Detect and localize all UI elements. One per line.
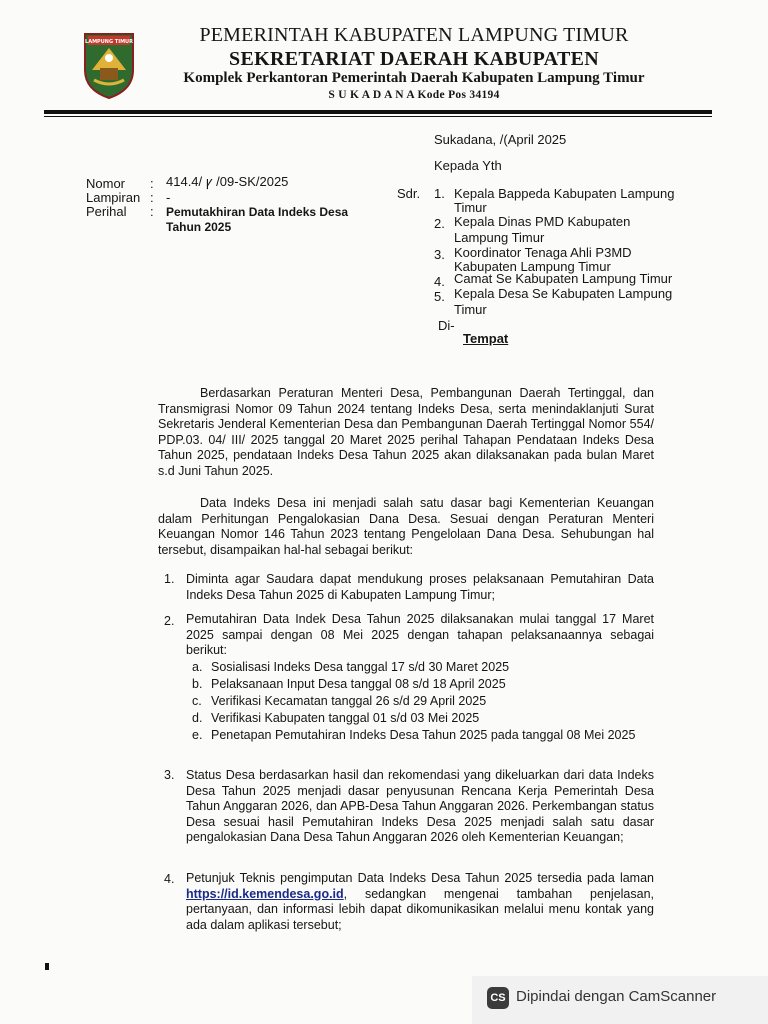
body-paragraph-1 — [158, 386, 654, 480]
recipient-line: Timur — [454, 302, 487, 317]
kabupaten-emblem-logo — [82, 30, 136, 100]
perihal-colon: : — [150, 204, 154, 219]
perihal-label: Perihal — [86, 204, 127, 219]
subitem-text: Verifikasi Kabupaten tanggal 01 s/d 03 Mei 2025 — [211, 711, 480, 725]
logo-text: LAMPUNG TIMUR — [85, 39, 133, 45]
recipient-line: Kepala Dinas PMD Kabupaten — [454, 214, 631, 229]
recipient-line: Koordinator Tenaga Ahli P3MD — [454, 245, 632, 260]
item-number: 3. — [164, 768, 175, 782]
letterhead-government-name: PEMERINTAH KABUPATEN LAMPUNG TIMUR — [199, 24, 629, 46]
subitem-letter: a. — [192, 660, 203, 674]
nomor-value: 414.4/ ꝩ /09-SK/2025 — [166, 174, 289, 189]
di-label: Di- — [438, 318, 455, 333]
letter-date: Sukadana, /(April 2025 — [434, 132, 567, 147]
item-text — [186, 871, 654, 933]
subitem-letter: b. — [192, 677, 203, 691]
recipient-number: 5. — [434, 289, 445, 304]
subitem-text: Pelaksanaan Input Desa tanggal 08 s/d 18 April 2025 — [211, 677, 506, 691]
item4-text-after: , sedangkan mengenai tambahan penjelasan, pertanyaan, dan informasi lebih dapat dikomunikasikan melalui menu kontak yang ada dalam aplikasi tersebut; — [186, 886, 654, 932]
item-text: Pemutahiran Data Indek Desa Tahun 2025 dilaksanakan mulai tanggal 17 Maret 2025 sampai dengan 08 Mei 2025 dengan tahapan pelaksanaannya sebagai berikut: — [186, 612, 654, 658]
subitem-letter: c. — [192, 694, 202, 708]
letterhead-address: Komplek Perkantoran Pemerintah Daerah Kabupaten Lampung Timur — [183, 70, 645, 86]
item-text: Status Desa berdasarkan hasil dan rekomendasi yang dikeluarkan dari data Indeks Desa Tahun 2025 menjadi dasar penyusunan Rencana Kerja Pemerintah Desa Tahun Anggaran 2026, dan APB-Desa Tahun Anggaran 2026. Perkembangan status Desa sesuai hasil Pemutahiran Indeks Desa 2025 menjadi salah satu dasar pengalokasian Dana Desa Tahun Anggaran 2026 oleh Kementerian Keuangan; — [186, 768, 654, 845]
recipient-line: Camat Se Kabupaten Lampung Timur — [454, 271, 673, 286]
recipient-number: 4. — [434, 274, 445, 289]
recipient-line: Kepala Desa Se Kabupaten Lampung — [454, 286, 673, 301]
letterhead-office-name: SEKRETARIAT DAERAH KABUPATEN — [229, 48, 599, 70]
lampiran-value: - — [166, 190, 171, 205]
letterhead-postal: S U K A D A N A Kode Pos 34194 — [328, 89, 500, 101]
paragraph-text: Data Indeks Desa ini menjadi salah satu dasar bagi Kementerian Keuangan dalam Perhitungan Pengalokasian Dana Desa. Sesuai dengan Peraturan Menteri Keuangan Nomor 146 Tahun 2023 tentang Pengelolaan Dana Desa. Sehubungan hal tersebut, disampaikan hal-hal sebagai berikut: — [158, 496, 654, 557]
subitem-letter: d. — [192, 711, 203, 725]
letterhead-thick-rule — [44, 110, 712, 114]
kemendesa-link[interactable]: https://id.kemendesa.go.id — [186, 886, 344, 901]
item4-text-before: Petunjuk Teknis pengimputan Data Indeks Desa Tahun 2025 tersedia pada laman — [186, 871, 654, 885]
recipient-line: Kepala Bappeda Kabupaten Lampung — [454, 186, 675, 201]
paragraph-text: Berdasarkan Peraturan Menteri Desa, Pembangunan Daerah Tertinggal, dan Transmigrasi Nomor 09 Tahun 2024 tentang Indeks Desa, serta menindaklanjuti Surat Sekretaris Jenderal Kementerian Desa dan Pembangunan Daerah Tertinggal Nomor 554/ PDP.03. 04/ III/ 2025 tanggal 20 Maret 2025 perihal Tahapan Pendataan Indeks Desa Tahun 2025, pendataan Indeks Desa Tahun 2025 akan dilaksanakan pada bulan Maret s.d Juni Tahun 2025. — [158, 386, 654, 478]
item-number: 2. — [164, 614, 175, 628]
item-number: 1. — [164, 572, 175, 586]
subitem-text: Verifikasi Kecamatan tanggal 26 s/d 29 April 2025 — [211, 694, 487, 708]
nomor-colon: : — [150, 176, 154, 191]
addressee-intro: Kepada Yth — [434, 158, 502, 173]
recipient-line: Timur — [454, 200, 487, 215]
body-paragraph-2 — [158, 496, 654, 558]
recipient-number: 3. — [434, 247, 445, 262]
tempat-label: Tempat — [463, 331, 509, 346]
perihal-value-line2: Tahun 2025 — [166, 220, 232, 234]
item-number: 4. — [164, 872, 175, 886]
camscanner-label: Dipindai dengan CamScanner — [516, 988, 717, 1005]
recipient-number: 2. — [434, 216, 445, 231]
nomor-label: Nomor — [86, 176, 126, 191]
subitem-text: Penetapan Pemutahiran Indeks Desa Tahun 2025 pada tanggal 08 Mei 2025 — [211, 728, 636, 742]
letterhead-thin-rule — [44, 116, 712, 117]
camscanner-icon: CS — [487, 987, 509, 1009]
recipient-number: 1. — [434, 186, 445, 201]
recipient-line: Lampung Timur — [454, 230, 545, 245]
subitem-letter: e. — [192, 728, 203, 742]
perihal-value-line1: Pemutakhiran Data Indeks Desa — [166, 205, 349, 219]
subitem-text: Sosialisasi Indeks Desa tanggal 17 s/d 30 Maret 2025 — [211, 660, 510, 674]
item-text: Diminta agar Saudara dapat mendukung proses pelaksanaan Pemutahiran Data Indeks Desa Tahun 2025 di Kabupaten Lampung Timur; — [186, 572, 654, 602]
lampiran-label: Lampiran — [86, 190, 141, 205]
scan-mark — [45, 963, 49, 970]
lampiran-colon: : — [150, 190, 154, 205]
sdr-label: Sdr. — [397, 186, 421, 201]
recipient-line: Kabupaten Lampung Timur — [454, 259, 611, 274]
